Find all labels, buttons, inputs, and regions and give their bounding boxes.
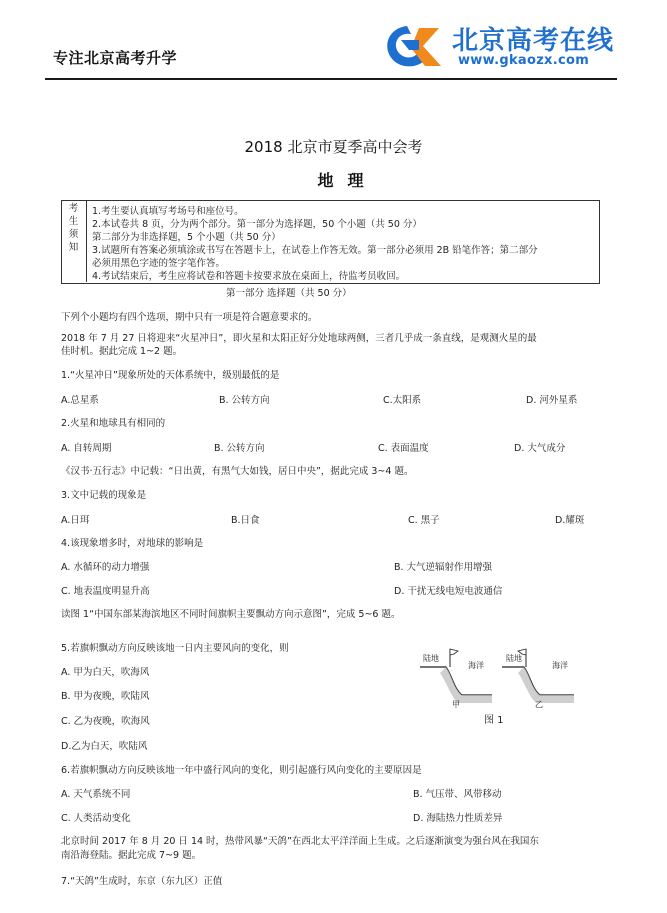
passage-1: 佳时机。据此完成 1~2 题。 (61, 346, 183, 357)
figure-sea-label: 海洋 (468, 661, 484, 670)
option: D. 大气成分 (514, 443, 566, 454)
option: D. 干扰无线电短电波通信 (394, 586, 503, 597)
option: A. 甲为白天，吹海风 (61, 667, 150, 678)
header-tagline: 专注北京高考升学 (53, 49, 178, 67)
option: C. 黑子 (408, 515, 440, 526)
notice-side-label (61, 200, 87, 282)
option: A.总星系 (61, 395, 99, 406)
notice-line: 必须用黑色字迹的签字笔作答。 (92, 258, 226, 269)
logo-text: 北京高考在线 (452, 26, 615, 56)
option: C. 人类活动变化 (61, 813, 131, 824)
exam-subject: 地理 (317, 171, 378, 190)
logo-url: www.gkaozx.com (458, 53, 590, 68)
figure-land-label: 陆地 (506, 654, 522, 663)
passage-4: 南沿海登陆。据此完成 7~9 题。 (61, 850, 202, 861)
option: C. 乙为夜晚，吹海风 (61, 716, 150, 727)
figure-label-b: 乙 (535, 700, 543, 709)
option: C.太阳系 (383, 395, 422, 406)
option: D. 河外星系 (526, 395, 578, 406)
notice-side-char: 知 (68, 242, 79, 253)
option: B. 公转方向 (219, 395, 270, 406)
option: B. 甲为夜晚，吹陆风 (61, 691, 150, 702)
option: C. 表面温度 (378, 443, 429, 454)
figure-land-label: 陆地 (423, 654, 439, 663)
option: D.乙为白天，吹陆风 (61, 741, 148, 752)
option: B. 公转方向 (214, 443, 265, 454)
option: A.日珥 (61, 515, 90, 526)
notice-line: 第二部分为非选择题，5 个小题（共 50 分） (92, 232, 281, 243)
notice-line: 4.考试结束后，考生应将试卷和答题卡按要求放在桌面上，待监考员收回。 (92, 271, 406, 282)
option: A. 水循环的动力增强 (61, 562, 150, 573)
option: C. 地表温度明显升高 (61, 586, 150, 597)
question-stem: 6.若旗帜飘动方向反映该地一年中盛行风向的变化，则引起盛行风向变化的主要原因是 (61, 765, 422, 776)
figure-label-a: 甲 (452, 700, 460, 709)
option: B. 气压带、风带移动 (413, 789, 502, 800)
figure-caption: 图 1 (484, 715, 504, 726)
part-heading: 第一部分 选择题（共 50 分） (226, 288, 352, 299)
passage-4: 北京时间 2017 年 8 月 20 日 14 时，热带风暴“天鸽”在西北太平洋洋面上生成。之后逐渐演变为强台风在我国东 (61, 836, 539, 847)
option: D.耀斑 (555, 515, 585, 526)
option: B. 大气逆辐射作用增强 (394, 562, 493, 573)
notice-side-char: 考 (68, 203, 79, 214)
notice-line: 1.考生要认真填写考场号和座位号。 (92, 206, 244, 217)
header-divider (45, 78, 617, 80)
notice-line: 3.试题所有答案必须填涂或书写在答题卡上，在试卷上作答无效。第一部分必须用 2B 铅笔作答；第二部分 (92, 245, 538, 256)
question-stem: 5.若旗帜飘动方向反映该地一日内主要风向的变化，则 (61, 643, 289, 654)
passage-1: 2018 年 7 月 27 日将迎来“火星冲日”，即火星和太阳正好分处地球两侧，三者几乎成一条直线，是观测火星的最 (61, 333, 537, 344)
option: B.日食 (231, 515, 260, 526)
question-stem: 2.火星和地球具有相同的 (61, 418, 166, 429)
exam-title: 2018 北京市夏季高中会考 (244, 138, 423, 156)
notice-side-char: 须 (68, 229, 79, 240)
instructions: 下列个小题均有四个选项，期中只有一项是符合题意要求的。 (61, 312, 318, 323)
passage-2: 《汉书·五行志》中记载：“日出黄，有黑气大如钱，居日中央”，据此完成 3~4 题。 (61, 466, 414, 477)
option: D. 海陆热力性质差异 (413, 813, 503, 824)
notice-side-char: 生 (68, 216, 79, 227)
question-stem: 1.“火星冲日”现象所处的天体系统中，级别最低的是 (61, 370, 280, 381)
option: A. 天气系统不同 (61, 789, 131, 800)
option: A. 自转周期 (61, 443, 112, 454)
question-stem: 3.文中记载的现象是 (61, 490, 147, 501)
question-stem: 4.该现象增多时，对地球的影响是 (61, 538, 204, 549)
question-stem: 7.“天鸽”生成时，东京（东九区）正值 (61, 876, 223, 887)
figure-sea-label: 海洋 (552, 661, 568, 670)
passage-3: 读图 1“中国东部某海滨地区不同时间旗帜主要飘动方向示意图”，完成 5~6 题。 (61, 609, 401, 620)
notice-line: 2.本试卷共 8 页，分为两个部分。第一部分为选择题，50 个小题（共 50 分） (92, 219, 422, 230)
